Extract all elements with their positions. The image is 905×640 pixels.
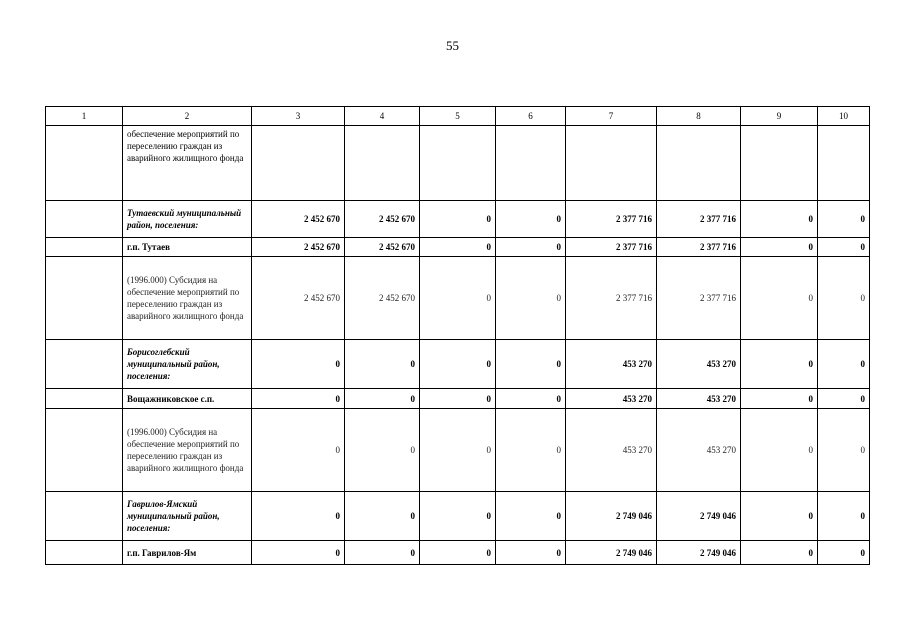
table-row [46,126,870,201]
value-cell: 2 749 046 [657,492,741,541]
row-label-cell: Тутаевский муниципальный район, поселения: [123,201,252,238]
value-cell: 0 [818,541,870,565]
page-number: 55 [446,38,459,53]
table-row [46,389,870,409]
code-cell [46,257,123,340]
value-cell: 0 [741,541,818,565]
value-cell: 0 [741,340,818,389]
value-cell: 2 749 046 [657,541,741,565]
value-cell [657,126,741,201]
table-row [46,257,870,340]
value-cell: 2 377 716 [657,201,741,238]
value-cell: 0 [345,340,420,389]
value-cell: 2 377 716 [566,201,657,238]
value-cell: 0 [818,257,870,340]
value-cell: 2 452 670 [252,238,345,257]
value-cell: 0 [345,409,420,492]
code-cell [46,541,123,565]
value-cell: 0 [741,409,818,492]
value-cell [345,126,420,201]
value-cell: 0 [741,389,818,409]
value-cell [818,126,870,201]
value-cell: 0 [252,541,345,565]
value-cell [420,126,496,201]
value-cell: 0 [420,257,496,340]
value-cell: 0 [496,541,566,565]
value-cell: 0 [345,541,420,565]
value-cell: 0 [818,201,870,238]
value-cell: 2 377 716 [566,238,657,257]
value-cell: 0 [496,409,566,492]
table-row [46,340,870,389]
value-cell: 0 [741,257,818,340]
value-cell: 0 [420,201,496,238]
row-label-cell: Борисоглебский муниципальный район, поселения: [123,340,252,389]
value-cell: 453 270 [657,409,741,492]
value-cell: 2 749 046 [566,541,657,565]
value-cell: 0 [345,389,420,409]
value-cell: 0 [420,409,496,492]
row-label-cell: обеспечение мероприятий по переселению граждан из аварийного жилищного фонда [123,126,252,201]
value-cell: 0 [741,238,818,257]
code-cell [46,389,123,409]
value-cell: 0 [420,389,496,409]
value-cell [741,126,818,201]
header-row [46,107,870,126]
value-cell: 2 452 670 [345,238,420,257]
value-cell: 0 [818,389,870,409]
value-cell: 0 [818,492,870,541]
value-cell: 453 270 [566,340,657,389]
value-cell: 0 [741,201,818,238]
value-cell: 0 [420,492,496,541]
column-header: 1 [46,107,123,126]
value-cell: 0 [420,541,496,565]
column-header: 2 [123,107,252,126]
table-body [46,126,870,565]
value-cell: 0 [818,340,870,389]
value-cell: 2 377 716 [566,257,657,340]
column-header: 6 [496,107,566,126]
value-cell: 2 452 670 [345,201,420,238]
row-label-cell: (1996.000) Субсидия на обеспечение мероприятий по переселению граждан из аварийного жилищного фонда [123,409,252,492]
row-label-cell: г.п. Гаврилов-Ям [123,541,252,565]
value-cell: 0 [496,389,566,409]
column-header: 4 [345,107,420,126]
row-label-cell: Вощажниковское с.п. [123,389,252,409]
value-cell: 0 [818,409,870,492]
value-cell: 0 [420,238,496,257]
table-row [46,238,870,257]
value-cell: 2 749 046 [566,492,657,541]
code-cell [46,238,123,257]
column-header: 3 [252,107,345,126]
value-cell: 0 [496,238,566,257]
row-label-cell: г.п. Тутаев [123,238,252,257]
table-row [46,409,870,492]
table-row [46,492,870,541]
value-cell: 0 [252,492,345,541]
value-cell: 0 [252,389,345,409]
value-cell: 0 [496,340,566,389]
value-cell: 0 [741,492,818,541]
code-cell [46,201,123,238]
value-cell: 453 270 [657,340,741,389]
value-cell: 453 270 [566,409,657,492]
value-cell: 0 [252,340,345,389]
value-cell: 0 [496,257,566,340]
value-cell: 453 270 [566,389,657,409]
row-label-cell: (1996.000) Субсидия на обеспечение мероприятий по переселению граждан из аварийного жилищного фонда [123,257,252,340]
column-header: 9 [741,107,818,126]
value-cell: 2 452 670 [252,201,345,238]
value-cell: 2 377 716 [657,257,741,340]
value-cell: 0 [496,201,566,238]
value-cell: 2 452 670 [252,257,345,340]
code-cell [46,492,123,541]
code-cell [46,126,123,201]
table-header [46,107,870,126]
table-row [46,201,870,238]
column-header: 5 [420,107,496,126]
value-cell: 0 [496,492,566,541]
code-cell [46,340,123,389]
value-cell [252,126,345,201]
value-cell [496,126,566,201]
value-cell: 0 [252,409,345,492]
value-cell: 0 [345,492,420,541]
code-cell [46,409,123,492]
table-row [46,541,870,565]
value-cell: 2 377 716 [657,238,741,257]
value-cell: 453 270 [657,389,741,409]
row-label-cell: Гаврилов-Ямский муниципальный район, поселения: [123,492,252,541]
value-cell: 2 452 670 [345,257,420,340]
value-cell: 0 [420,340,496,389]
budget-table [45,106,870,565]
column-header: 8 [657,107,741,126]
column-header: 7 [566,107,657,126]
value-cell [566,126,657,201]
column-header: 10 [818,107,870,126]
value-cell: 0 [818,238,870,257]
